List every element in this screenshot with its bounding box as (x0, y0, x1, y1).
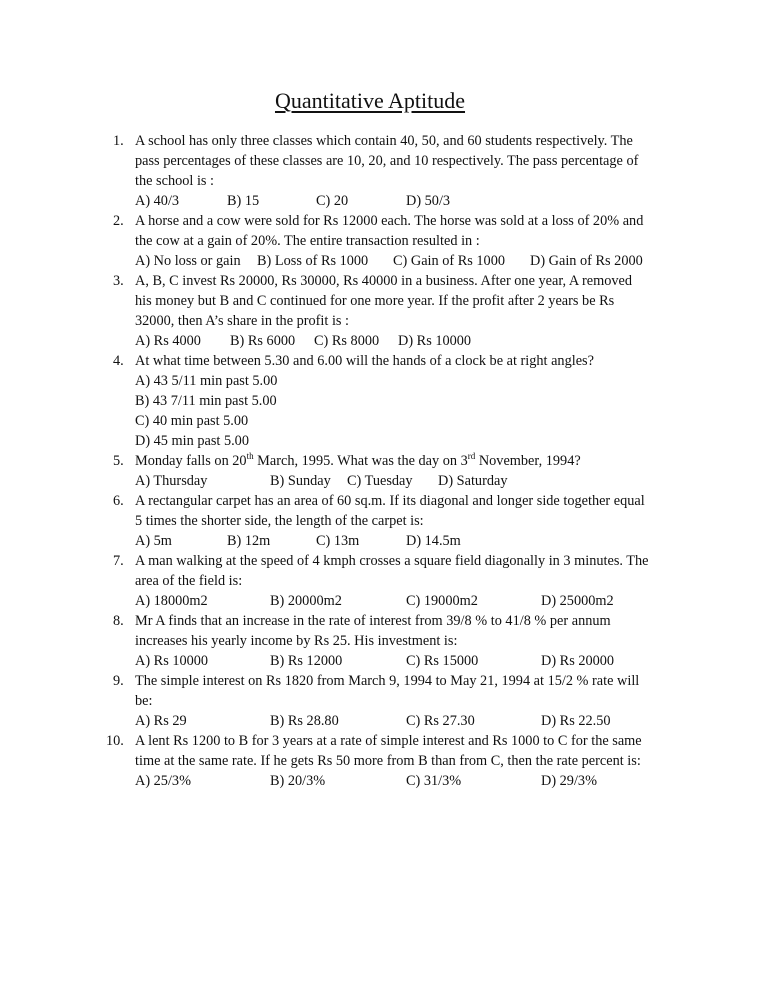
question-text-part: Monday falls on 20 (135, 453, 247, 469)
question-text: A man walking at the speed of 4 kmph crosses a square field diagonally in 3 minutes. The (135, 553, 649, 569)
question-text: pass percentages of these classes are 10, 20, and 10 respectively. The pass percentage of (135, 153, 639, 169)
ordinal-suffix: th (246, 451, 254, 461)
question-number: 5. (113, 453, 124, 469)
option-d: D) 50/3 (406, 193, 451, 209)
option-c: C) 13m (316, 533, 360, 549)
question-text: area of the field is: (135, 573, 243, 589)
option-c: C) Gain of Rs 1000 (393, 253, 505, 269)
question-text: A, B, C invest Rs 20000, Rs 30000, Rs 40000 in a business. After one year, A removed (135, 273, 633, 289)
option-c: C) 20 (316, 193, 349, 209)
question-text (135, 451, 581, 471)
question-text: At what time between 5.30 and 6.00 will the hands of a clock be at right angles? (135, 353, 594, 369)
option-a: A) Rs 4000 (135, 333, 201, 349)
question-text: the cow at a gain of 20%. The entire transaction resulted in : (135, 233, 480, 249)
question-text: A school has only three classes which contain 40, 50, and 60 students respectively. The (135, 133, 633, 149)
option-b: B) Rs 12000 (270, 653, 343, 669)
question-text: the school is : (135, 173, 215, 189)
question-number: 9. (113, 673, 124, 689)
question-text-part: November, 1994? (475, 453, 581, 469)
option-b: B) 15 (227, 193, 260, 209)
option-c: C) Tuesday (347, 473, 413, 489)
option-b: B) 20000m2 (270, 593, 342, 609)
question-text: time at the same rate. If he gets Rs 50 more from B than from C, then the rate percent is: (135, 753, 641, 769)
question-text: his money but B and C continued for one more year. If the profit after 2 years be Rs (135, 293, 615, 309)
option-d: D) Rs 22.50 (541, 713, 611, 729)
question-number: 2. (113, 213, 124, 229)
option-c: C) Rs 8000 (314, 333, 380, 349)
option-c: C) 31/3% (406, 773, 462, 789)
question-number: 7. (113, 553, 124, 569)
option-a: A) 18000m2 (135, 593, 208, 609)
question-number: 3. (113, 273, 124, 289)
option-a: A) 25/3% (135, 773, 191, 789)
question-number: 4. (113, 353, 124, 369)
option-b: B) 20/3% (270, 773, 326, 789)
option-c: C) 19000m2 (406, 593, 478, 609)
option-a: A) 43 5/11 min past 5.00 (135, 373, 278, 389)
question-text: 32000, then A’s share in the profit is : (135, 313, 350, 329)
option-c: C) Rs 15000 (406, 653, 479, 669)
question-text: A lent Rs 1200 to B for 3 years at a rate of simple interest and Rs 1000 to C for the same (135, 733, 642, 749)
option-b: B) Loss of Rs 1000 (257, 253, 369, 269)
question-number: 8. (113, 613, 124, 629)
option-c: C) Rs 27.30 (406, 713, 475, 729)
question-text: The simple interest on Rs 1820 from March 9, 1994 to May 21, 1994 at 15/2 % rate will (135, 673, 640, 689)
question-number: 1. (113, 133, 124, 149)
question-text: A rectangular carpet has an area of 60 sq.m. If its diagonal and longer side together equal (135, 493, 645, 509)
option-d: D) 45 min past 5.00 (135, 433, 249, 449)
question-number: 10. (106, 733, 124, 749)
option-c: C) 40 min past 5.00 (135, 413, 249, 429)
question-text: be: (135, 693, 153, 709)
option-d: D) 14.5m (406, 533, 461, 549)
option-d: D) Gain of Rs 2000 (530, 253, 643, 269)
question-text: 5 times the shorter side, the length of the carpet is: (135, 513, 424, 529)
option-a: A) Thursday (135, 473, 208, 489)
question-text: increases his yearly income by Rs 25. His investment is: (135, 633, 458, 649)
ordinal-suffix: rd (467, 451, 476, 461)
option-d: D) Rs 20000 (541, 653, 615, 669)
option-b: B) 43 7/11 min past 5.00 (135, 393, 277, 409)
question-text: A horse and a cow were sold for Rs 12000 each. The horse was sold at a loss of 20% and (135, 213, 644, 229)
question-text-part: March, 1995. What was the day on 3 (253, 453, 468, 469)
option-b: B) Rs 6000 (230, 333, 296, 349)
option-b: B) Sunday (270, 473, 331, 489)
question-text: Mr A finds that an increase in the rate of interest from 39/8 % to 41/8 % per annum (135, 613, 611, 629)
option-d: D) 29/3% (541, 773, 597, 789)
page-title: Quantitative Aptitude (274, 88, 466, 113)
option-b: B) Rs 28.80 (270, 713, 339, 729)
option-d: D) 25000m2 (541, 593, 614, 609)
option-a: A) Rs 29 (135, 713, 187, 729)
option-a: A) 5m (135, 533, 172, 549)
option-a: A) Rs 10000 (135, 653, 209, 669)
option-a: A) 40/3 (135, 193, 180, 209)
option-d: D) Rs 10000 (398, 333, 472, 349)
option-d: D) Saturday (438, 473, 508, 489)
option-a: A) No loss or gain (135, 253, 241, 269)
option-b: B) 12m (227, 533, 271, 549)
question-number: 6. (113, 493, 124, 509)
